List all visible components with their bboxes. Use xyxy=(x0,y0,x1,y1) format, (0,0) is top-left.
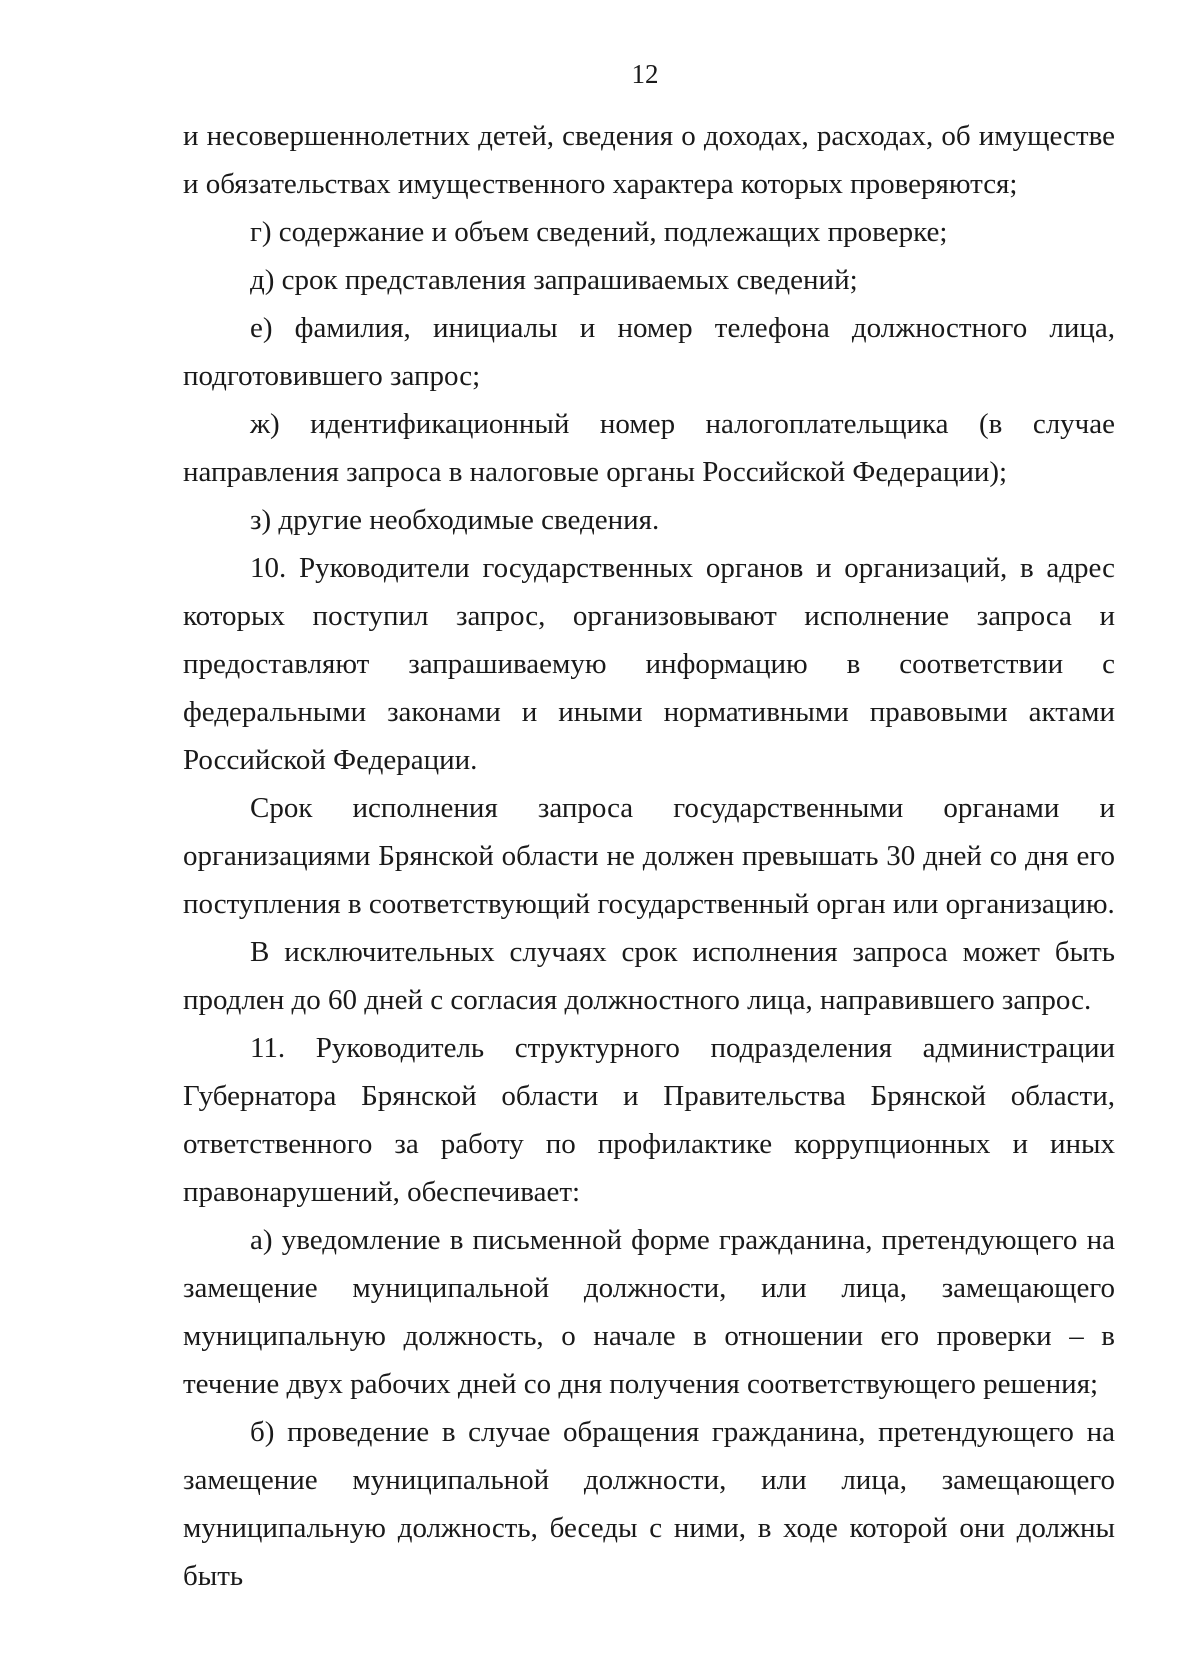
paragraph-item-b: б) проведение в случае обращения гражданина, претендующего на замещение муниципальной должности, или лица, замещающего муниципальную должность, беседы с ними, в ходе которой они должны быть xyxy=(183,1416,1115,1592)
paragraph-item-d: д) срок представления запрашиваемых сведений; xyxy=(250,264,858,296)
paragraph-item-g: г) содержание и объем сведений, подлежащих проверке; xyxy=(250,216,948,248)
paragraph-item-e: е) фамилия, инициалы и номер телефона должностного лица, подготовившего запрос; xyxy=(183,312,1115,392)
paragraph-clause-10: 10. Руководители государственных органов и организаций, в адрес которых поступил запрос, организовывают исполнение запроса и предоставляют запрашиваемую информацию в соответствии с федеральными законами и иными нормативными правовыми актами Российской Федерации. xyxy=(183,552,1115,776)
paragraph-clause-11: 11. Руководитель структурного подразделения администрации Губернатора Брянской области и Правительства Брянской области, ответственного за работу по профилактике коррупционных и иных правонарушений, обеспечивает: xyxy=(183,1032,1115,1208)
page-number: 12 xyxy=(631,59,659,89)
paragraph-continuation: и несовершеннолетних детей, сведения о доходах, расходах, об имуществе и обязательствах имущественного характера которых проверяются; xyxy=(183,120,1115,200)
paragraph-item-a: а) уведомление в письменной форме гражданина, претендующего на замещение муниципальной должности, или лица, замещающего муниципальную должность, о начале в отношении его проверки – в течение двух рабочих дней со дня получения соответствующего решения; xyxy=(183,1224,1115,1400)
paragraph-item-z: з) другие необходимые сведения. xyxy=(250,504,660,536)
paragraph-extension: В исключительных случаях срок исполнения запроса может быть продлен до 60 дней с согласия должностного лица, направившего запрос. xyxy=(183,936,1115,1016)
paragraph-deadline: Срок исполнения запроса государственными органами и организациями Брянской области не должен превышать 30 дней со дня его поступления в соответствующий государственный орган или организацию. xyxy=(183,792,1115,920)
document-body xyxy=(183,112,1115,1600)
paragraph-item-zh: ж) идентификационный номер налогоплательщика (в случае направления запроса в налоговые органы Российской Федерации); xyxy=(183,408,1115,488)
